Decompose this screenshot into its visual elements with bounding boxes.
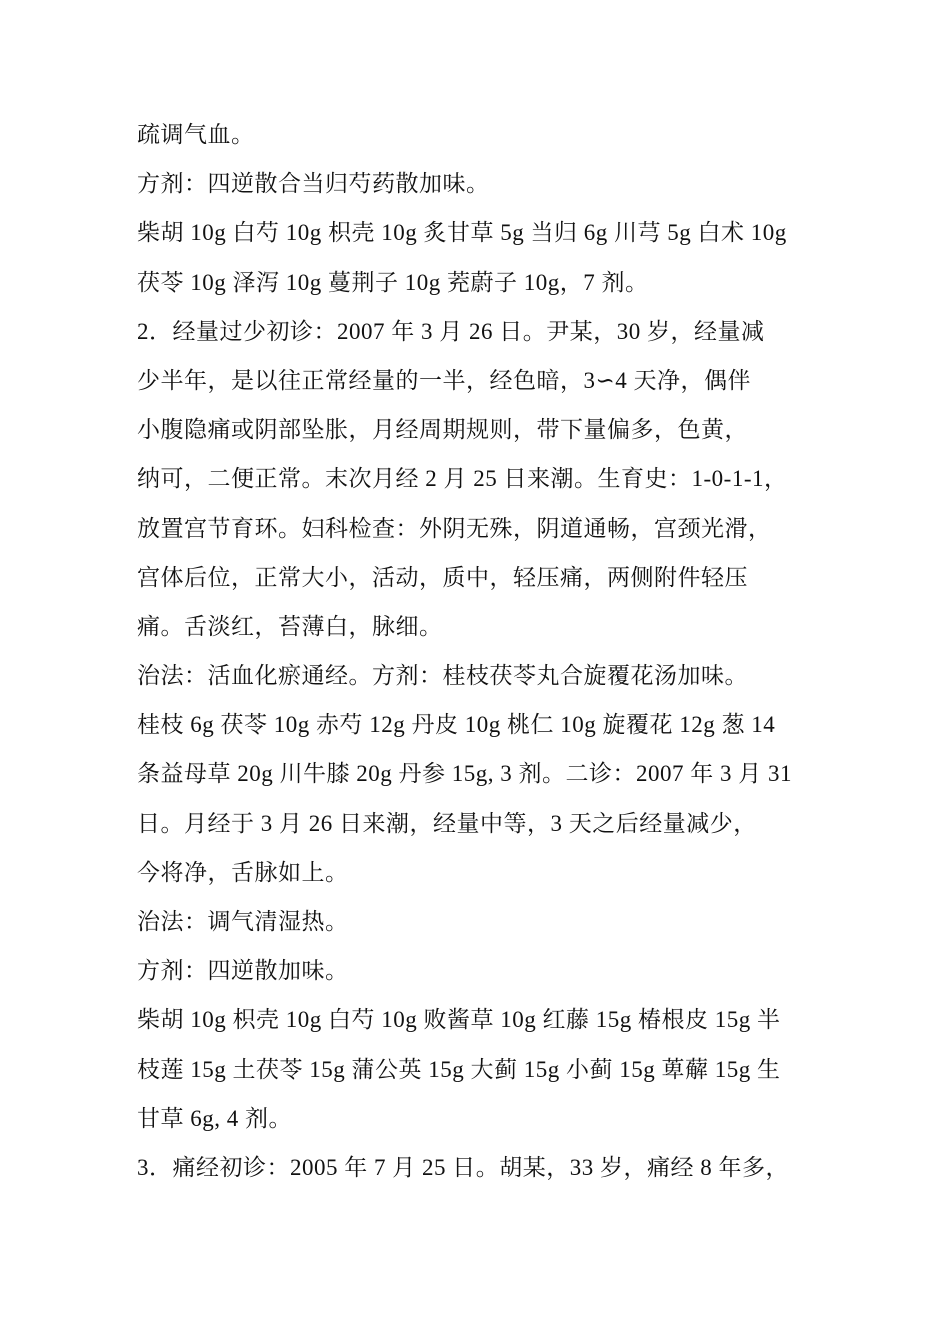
text-line: 今将净，舌脉如上。 (137, 859, 349, 885)
text-line: 治法：活血化瘀通经。方剂：桂枝茯苓丸合旋覆花汤加味。 (137, 663, 748, 689)
text-line: 纳可，二便正常。末次月经 2 月 25 日来潮。生育史：1-0-1-1， (137, 466, 788, 492)
text-line: 柴胡 10g 白芍 10g 枳壳 10g 炙甘草 5g 当归 6g 川芎 5g 白术 10g (137, 220, 787, 246)
document-body (137, 110, 827, 1192)
text-line: 少半年，是以往正常经量的一半，经色暗，3∽4 天净，偶伴 (137, 367, 752, 393)
text-line: 茯苓 10g 泽泻 10g 蔓荆子 10g 茺蔚子 10g，7 剂。 (137, 269, 649, 295)
text-line: 方剂：四逆散合当归芍药散加味。 (137, 171, 490, 197)
text-line: 小腹隐痛或阴部坠胀，月经周期规则，带下量偏多，色黄， (137, 417, 748, 443)
text-line: 桂枝 6g 茯苓 10g 赤芍 12g 丹皮 10g 桃仁 10g 旋覆花 12g 葱 14 (137, 712, 776, 738)
text-line: 枝莲 15g 土茯苓 15g 蒲公英 15g 大蓟 15g 小蓟 15g 萆薢 15g 生 (137, 1056, 781, 1082)
text-line: 柴胡 10g 枳壳 10g 白芍 10g 败酱草 10g 红藤 15g 椿根皮 15g 半 (137, 1007, 781, 1033)
text-line: 甘草 6g, 4 剂。 (137, 1105, 292, 1131)
text-line: 方剂：四逆散加味。 (137, 958, 349, 984)
text-line: 3．痛经初诊：2005 年 7 月 25 日。胡某，33 岁，痛经 8 年多， (137, 1154, 789, 1180)
text-line: 放置宫节育环。妇科检查：外阴无殊，阴道通畅，宫颈光滑， (137, 515, 772, 541)
text-line: 日。月经于 3 月 26 日来潮，经量中等，3 天之后经量减少， (137, 810, 757, 836)
text-line: 疏调气血。 (137, 122, 255, 147)
text-line: 2．经量过少初诊：2007 年 3 月 26 日。尹某，30 岁，经量减 (137, 318, 765, 344)
text-line: 宫体后位，正常大小，活动，质中，轻压痛，两侧附件轻压 (137, 564, 748, 590)
text-line: 痛。舌淡红，苔薄白，脉细。 (137, 613, 443, 639)
text-line: 治法：调气清湿热。 (137, 909, 349, 934)
text-line: 条益母草 20g 川牛膝 20g 丹参 15g, 3 剂。二诊：2007 年 3 月 31 (137, 761, 792, 787)
